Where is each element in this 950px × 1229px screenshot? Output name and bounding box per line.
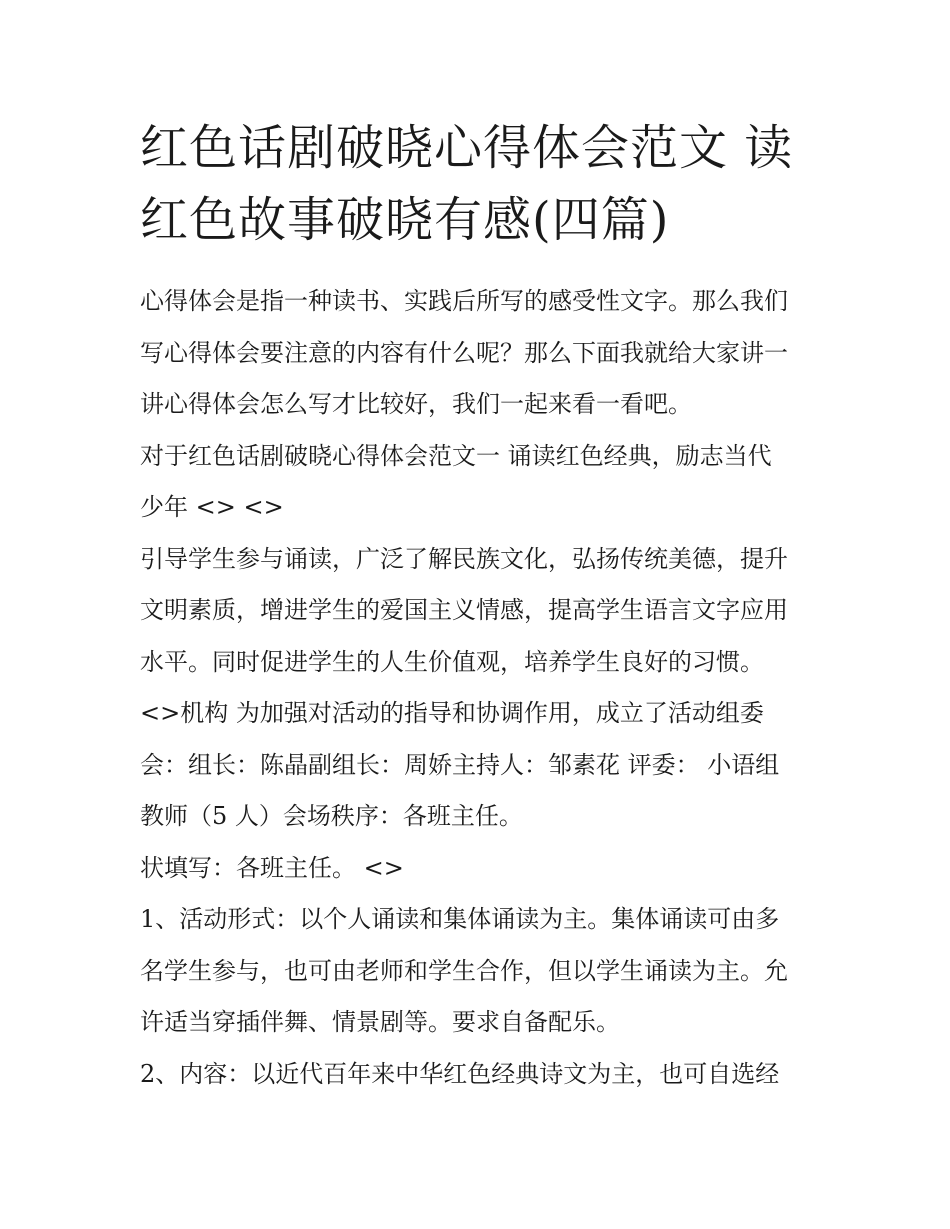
body-line: 写心得体会要注意的内容有什么呢？那么下面我就给大家讲一 xyxy=(140,338,788,367)
body-line: 心得体会是指一种读书、实践后所写的感受性文字。那么我们 xyxy=(140,287,788,315)
body-line: 2、内容：以近代百年来中华红色经典诗文为主，也可自选经 xyxy=(140,1059,780,1088)
body-line: 引导学生参与诵读，广泛了解民族文化，弘扬传统美德，提升 xyxy=(140,544,788,573)
body-line: 1、活动形式：以个人诵读和集体诵读为主。集体诵读可由多 xyxy=(140,905,780,933)
body-line: 教师（5 人）会场秩序：各班主任。 xyxy=(140,802,523,830)
body-line: 讲心得体会怎么写才比较好，我们一起来看一看吧。 xyxy=(140,390,692,418)
body-line: 少年 <> <> xyxy=(140,493,284,521)
body-line: 许适当穿插伴舞、情景剧等。要求自备配乐。 xyxy=(140,1008,620,1036)
body-line: 会：组长：陈晶副组长：周娇主持人：邹素花 评委： 小语组 xyxy=(140,750,780,779)
title-line: 红色话剧破晓心得体会范文 读 xyxy=(140,120,794,176)
body-line: 对于红色话剧破晓心得体会范文一 诵读红色经典，励志当代 xyxy=(140,441,772,470)
body-line: 状填写：各班主任。 <> xyxy=(140,853,404,882)
body-line: 水平。同时促进学生的人生价值观，培养学生良好的习惯。 xyxy=(140,647,764,676)
document-title xyxy=(140,112,820,256)
body-line: <>机构 为加强对活动的指导和协调作用，成立了活动组委 xyxy=(140,699,764,727)
body-line: 文明素质，增进学生的爱国主义情感，提高学生语言文字应用 xyxy=(140,596,788,624)
title-line: 红色故事破晓有感(四篇) xyxy=(140,192,670,248)
document-body xyxy=(140,276,820,1100)
body-line: 名学生参与，也可由老师和学生合作，但以学生诵读为主。允 xyxy=(140,956,788,985)
